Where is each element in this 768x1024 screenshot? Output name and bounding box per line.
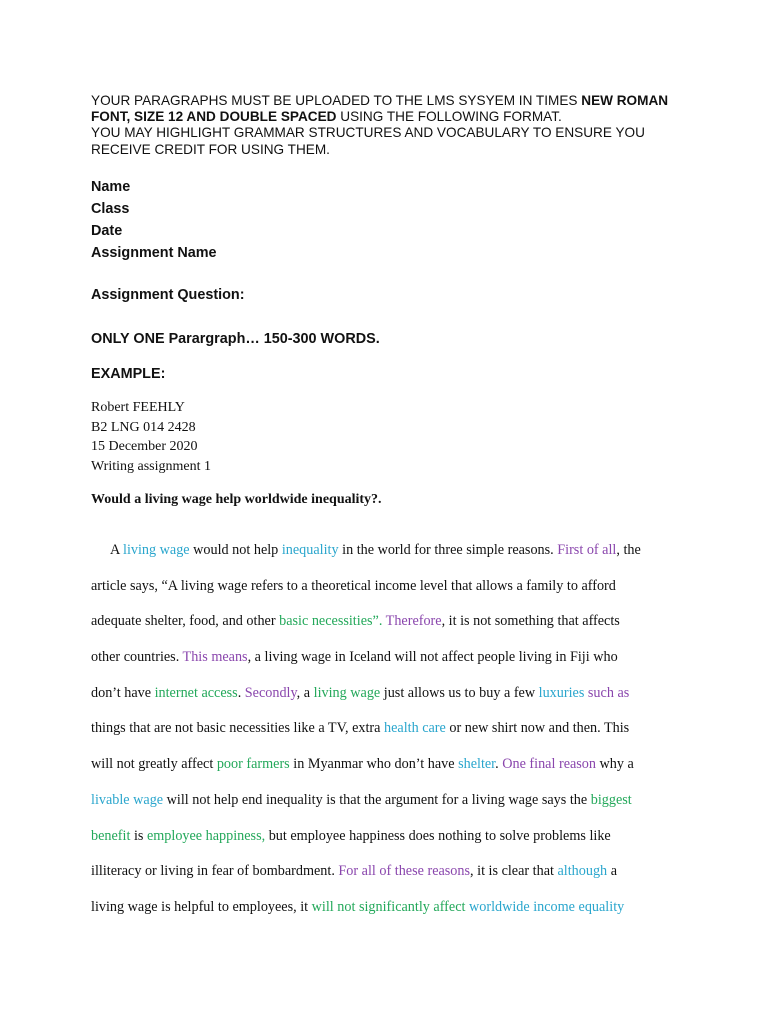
highlight-vocab: living wage <box>313 684 381 701</box>
highlight-vocab: internet access <box>154 684 238 701</box>
paragraph-line <box>91 825 691 861</box>
highlight-transition: This means <box>182 649 248 666</box>
text: article says, “A living wage refers to a theoretical income level that allows a family to afford <box>91 577 616 594</box>
essay-title: Would a living wage help worldwide inequality?. <box>91 492 382 507</box>
essay-paragraph <box>91 539 691 932</box>
example-label: EXAMPLE: <box>91 366 166 382</box>
text: a <box>607 863 618 880</box>
date: 15 December 2020 <box>91 439 198 454</box>
highlight-vocab: living wage <box>123 542 190 558</box>
paragraph-line <box>91 610 691 646</box>
text: just allows us to buy a few <box>380 684 539 701</box>
text: . <box>237 684 245 701</box>
paragraph-line <box>91 789 691 825</box>
highlight-vocab: basic necessities <box>279 613 373 630</box>
text: in Myanmar who don’t have <box>289 756 459 773</box>
text: don’t have <box>91 684 155 701</box>
highlight-transition: First of all <box>557 542 617 558</box>
text: ”. <box>372 613 386 630</box>
highlight-transition: Therefore <box>385 613 442 630</box>
paragraph-line <box>91 753 691 789</box>
paragraph-line <box>91 896 691 932</box>
text: A <box>110 542 124 558</box>
text: illiteracy or living in fear of bombardment. <box>91 863 339 880</box>
example-header <box>91 398 211 476</box>
highlight-vocab: employee happiness, <box>146 827 266 844</box>
text: will not help end inequality is that the argument for a living wage says the <box>163 791 591 808</box>
assignment-question-label: Assignment Question: <box>91 287 245 303</box>
class-code: B2 LNG 014 2428 <box>91 419 196 435</box>
text: would not help <box>189 542 282 558</box>
text: is <box>130 827 147 844</box>
field-class: Class <box>91 201 130 217</box>
highlight-vocab: health care <box>384 720 446 737</box>
highlight-vocab: shelter <box>458 756 496 773</box>
highlight-transition: For all of these reasons <box>338 863 471 880</box>
format-fields <box>91 176 217 264</box>
highlight-vocab: benefit <box>91 827 131 844</box>
highlight-transition: One final reason <box>502 756 596 773</box>
text: . <box>495 756 503 773</box>
highlight-vocab: biggest <box>590 791 632 808</box>
highlight-vocab: luxuries <box>538 684 585 701</box>
highlight-vocab: worldwide income equality <box>469 898 625 915</box>
assignment-name: Writing assignment 1 <box>91 458 211 474</box>
instructions-text-1: YOUR PARAGRAPHS MUST BE UPLOADED TO THE LMS SYSYEM IN TIMES <box>91 93 582 108</box>
paragraph-line <box>91 717 691 753</box>
text: other countries. <box>91 649 183 666</box>
text: adequate shelter, food, and other <box>91 613 280 630</box>
field-date: Date <box>91 223 123 239</box>
text: living wage is helpful to employees, it <box>91 898 312 915</box>
text: things that are not basic necessities like a TV, extra <box>91 720 384 737</box>
text: , a living wage in Iceland will not affect people living in Fiji who <box>247 649 618 666</box>
paragraph-line <box>91 860 691 896</box>
highlight-vocab: will not significantly affect <box>311 898 466 915</box>
highlight-vocab: inequality <box>281 542 339 558</box>
paragraph-line <box>91 646 691 682</box>
instructions-text-2: USING THE FOLLOWING FORMAT. <box>336 109 562 125</box>
text: , a <box>296 684 314 701</box>
text: , the <box>616 542 641 558</box>
field-assignment-name: Assignment Name <box>91 245 217 261</box>
text: in the world for three simple reasons. <box>338 542 558 558</box>
instructions <box>91 93 691 158</box>
paragraph-line <box>91 682 691 718</box>
instructions-text-3: YOU MAY HIGHLIGHT GRAMMAR STRUCTURES AND VOCABULARY TO ENSURE YOU RECEIVE CREDIT FOR USING THEM. <box>91 125 645 157</box>
word-limit-note: ONLY ONE Parargraph… 150-300 WORDS. <box>91 331 380 347</box>
highlight-transition: such as <box>587 684 630 701</box>
highlight-vocab: although <box>557 863 608 880</box>
paragraph-line <box>91 575 691 611</box>
text: but employee happiness does nothing to solve problems like <box>265 827 611 844</box>
text: why a <box>596 756 634 773</box>
highlight-transition: Secondly <box>244 684 297 701</box>
text: , it is not something that affects <box>441 613 620 630</box>
highlight-vocab: poor farmers <box>216 756 290 773</box>
field-name: Name <box>91 179 131 195</box>
text: or new shirt now and then. This <box>445 720 630 737</box>
instructions-emphasis: NEW ROMAN FONT, SIZE 12 AND DOUBLE SPACED <box>91 93 669 125</box>
highlight-vocab: livable wage <box>91 791 164 808</box>
paragraph-line <box>91 539 691 575</box>
text: , it is clear that <box>470 863 558 880</box>
student-name: Robert FEEHLY <box>91 400 185 415</box>
text: will not greatly affect <box>91 756 217 773</box>
